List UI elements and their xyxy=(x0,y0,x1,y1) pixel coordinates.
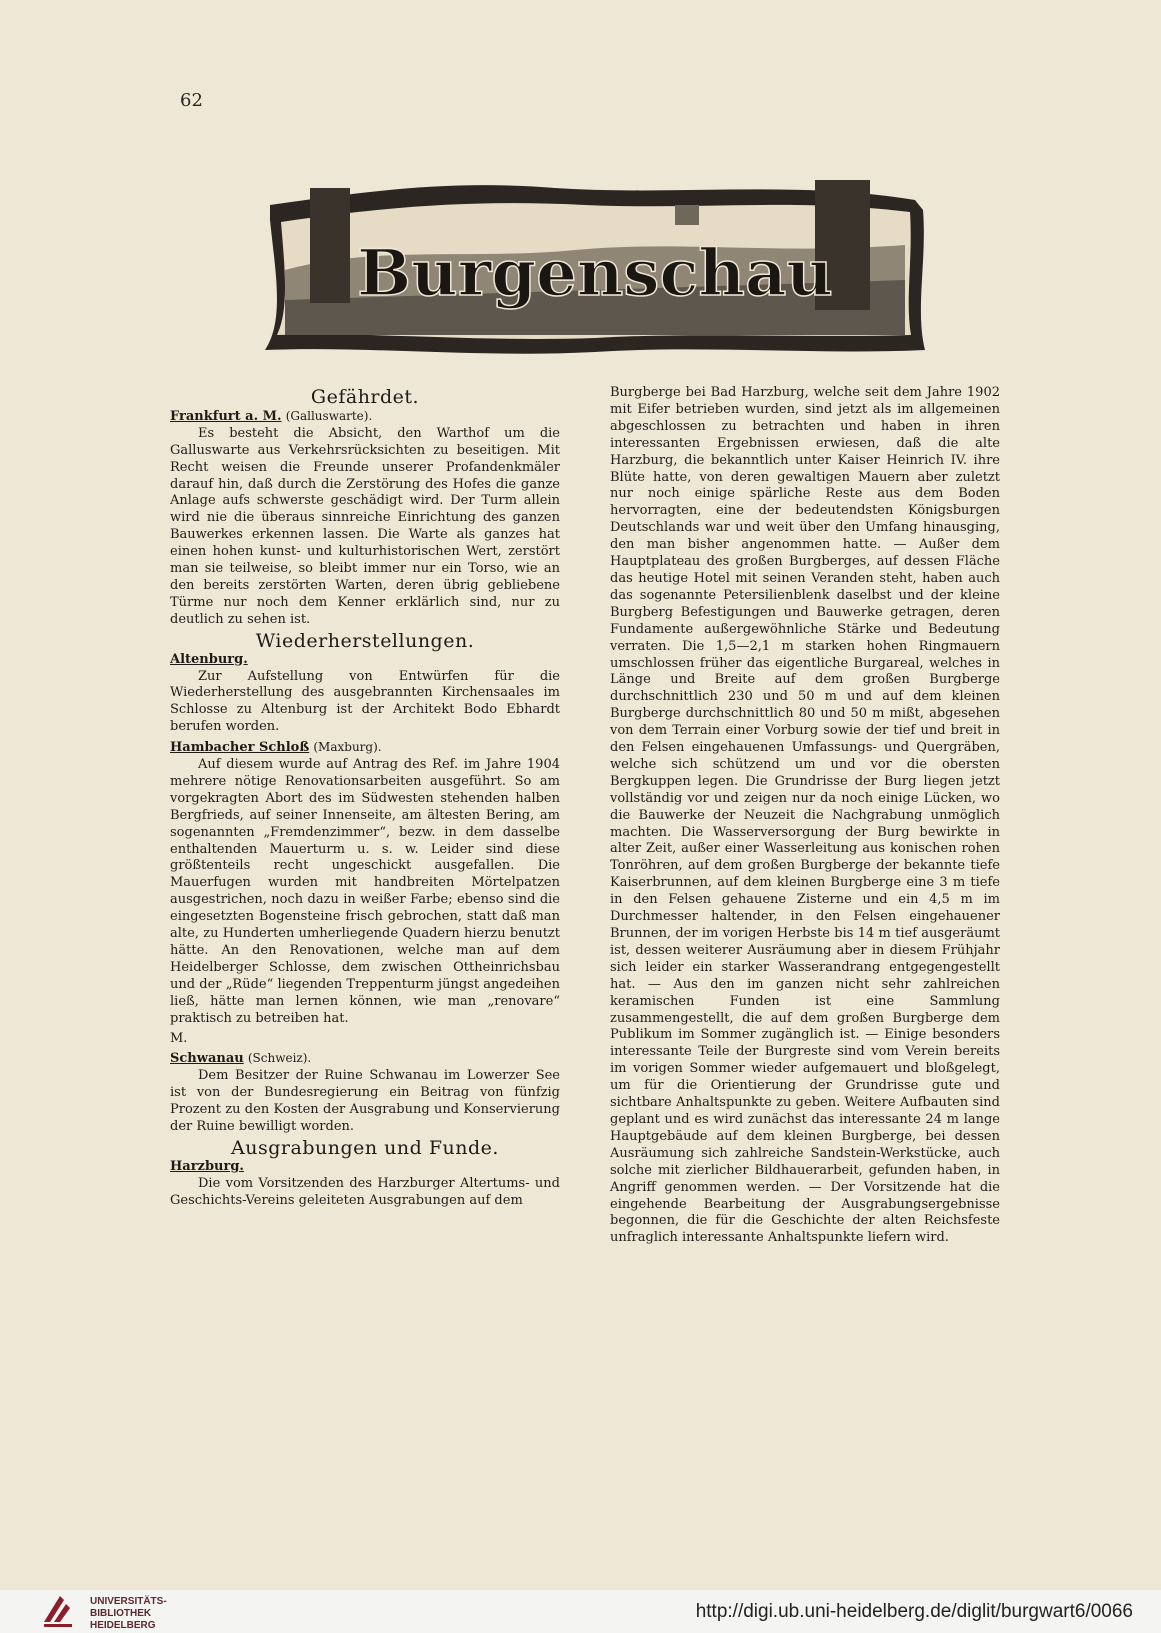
library-name-line: BIBLIOTHEK xyxy=(90,1608,152,1619)
place-note: (Maxburg). xyxy=(313,740,382,755)
burgenschau-banner xyxy=(255,150,935,360)
place-note: (Schweiz). xyxy=(247,1051,312,1066)
place-name: Frankfurt a. M. xyxy=(170,408,282,424)
banner-castle xyxy=(675,205,699,225)
paragraph: Auf diesem wurde auf Antrag des Ref. im Jahre 1904 mehrere nötige Renovationsarbeiten ausgeführt. So am vorgekragten Abort des im Südwesten stehenden halben Bergfrieds, auf seiner Innenseite, am ältesten Bering, am sogenannten „Fremdenzimmer“, bezw. in dem dasselbe enthaltenden Mauerturm u. s. w. Leider sind diese größtenteils recht ungeschickt ausgefallen. Die Mauerfugen wurden mit handbreiten Mörtelpatzen ausgestrichen, noch dazu in weißer Farbe; ebenso sind die eingesetzten Bogensteine frisch gebrochen, statt daß man alte, zu Hunderten umherliegende Quadern hierzu benutzt hätte. An den Renovationen, welche man auf dem Heidelberger Schlosse, dem zwischen Ottheinrichsbau und der „Rüde“ liegenden Treppenturm jüngst angedeihen ließ, hätte man lernen können, wie man „renovare“ praktisch zu betreiben hat. xyxy=(170,757,560,1026)
place-name: Hambacher Schloß xyxy=(170,740,310,756)
banner-left-tower xyxy=(310,188,350,303)
entry xyxy=(170,1159,560,1210)
section-heading: Gefährdet. xyxy=(310,386,420,408)
place-name: Harzburg. xyxy=(170,1158,244,1174)
library-name-line: HEIDELBERG xyxy=(90,1620,156,1631)
signature: M. xyxy=(170,1030,188,1046)
entry xyxy=(170,652,560,737)
library-logo-icon[interactable] xyxy=(40,1592,78,1630)
paragraph: Burgberge bei Bad Harzburg, welche seit dem Jahre 1902 mit Eifer betrieben wurden, sind jetzt als im allgemeinen abgeschlossen zu betrachten und haben in ihren interessanten Ergebnissen erwiesen, daß die alte Harzburg, die bekanntlich unter Kaiser Heinrich IV. ihre Blüte hatte, von deren gewaltigen Mauern aber zuletzt nur noch einige spärliche Reste aus dem Boden hervorragten, eine der bedeutendsten Königsburgen Deutschlands war und weit über den Umfang hinausging, den man bisher angenommen hatte. — Außer dem Hauptplateau des großen Burgberges, auf dessen Fläche das heutige Hotel mit seinen Veranden steht, haben auch das sogenannte Petersilienblenk daselbst und der kleine Burgberg Befestigungen und Bauwerke getragen, deren Fundamente außergewöhnliche Stärke und Bedeutung verraten. Die 1,5—2,1 m starken hohen Ringmauern umschlossen früher das eigentliche Burgareal, welches in Länge und Breite auf dem großen Burgberge durchschnittlich 230 und 50 m und auf dem kleinen Burgberge durchschnittlich 80 und 50 m mißt, abgesehen von dem Terrain einer Vorburg sowie der tief und breit in den Felsen eingehauenen Umfassungs- und Quergräben, welche sich schützend um und vor die obersten Bergkuppen legen. Die Grundrisse der Burg liegen jetzt vollständig vor und zeigen nur da noch einige Lücken, wo die Bauwerke der Neuzeit die Nachgrabung unmöglich machten. Die Wasserversorgung der Burg bewirkte in alter Zeit, außer einer Wasserleitung aus konischen rohen Tonröhren, auf dem großen Burgberge der bekannte tiefe Kaiserbrunnen, auf dem kleinen Burgberge eine 3 m tiefe in den Felsen gehauene Zisterne und ein 4,5 m im Durchmesser haltender, in den Felsen eingehauener Brunnen, der im vorigen Herbste bis 14 m tief ausgeräumt ist, dessen weiterer Ausräumung aber in diesem Frühjahr sich leider ein starker Wasserandrang entgegengestellt hat. — Aus den im ganzen nicht sehr zahlreichen keramischen Funden ist eine Sammlung zusammengestellt, die auf dem großen Burgberge dem Publikum im Sommer zugänglich ist. — Einige besonders interessante Teile der Burgreste sind vom Verein bereits im vorigen Sommer wieder aufgemauert und bloßgelegt, um für die Orientierung der Grundrisse gute und sichtbare Anhaltspunkte zu geben. Weitere Aufbauten sind geplant und es wird zunächst das interessante 24 m lange Hauptgebäude auf dem kleinen Burgberge, bei dessen Ausräumung sich zahlreiche Sandstein-Werkstücke, auch solche mit zierlicher Bildhauerarbeit, gefunden haben, in Angriff genommen werden. — Der Vorsitzende hat die eingehende Bearbeitung der Ausgrabungsergebnisse begonnen, die für die Geschichte der alten Reichsfeste unfraglich interessante Anhaltspunkte liefern wird. xyxy=(610,385,1000,1246)
place-name: Schwanau xyxy=(170,1051,244,1067)
paragraph: Die vom Vorsitzenden des Harzburger Altertums- und Geschichts-Vereins geleiteten Ausgrabungen auf dem xyxy=(170,1175,560,1208)
page-number: 62 xyxy=(180,90,203,111)
place-note: (Galluswarte). xyxy=(285,408,373,423)
library-name-line: UNIVERSITÄTS- xyxy=(90,1596,167,1607)
right-column xyxy=(610,385,1000,1250)
entry xyxy=(170,739,560,1047)
library-name xyxy=(90,1596,167,1632)
paragraph: Dem Besitzer der Ruine Schwanau im Lowerzer See ist von der Bundesregierung ein Beitrag von fünfzig Prozent zu den Kosten der Ausgrabung und Konservierung der Ruine bewilligt worden. xyxy=(170,1068,560,1135)
entry xyxy=(170,408,560,629)
banner-title: Burgenschau xyxy=(357,236,833,311)
place-name: Altenburg. xyxy=(170,651,248,667)
source-url-link[interactable]: http://digi.ub.uni-heidelberg.de/diglit/burgwart6/0066 xyxy=(695,1601,1133,1622)
entry xyxy=(170,1050,560,1136)
left-column xyxy=(170,385,560,1213)
paragraph: Zur Aufstellung von Entwürfen für die Wiederherstellung des ausgebrannten Kirchensaales im Schlosse zu Altenburg ist der Architekt Bodo Ebhardt berufen worden. xyxy=(170,668,560,735)
paragraph: Es besteht die Absicht, den Warthof um die Galluswarte aus Verkehrsrücksichten zu beseitigen. Mit Recht weisen die Freunde unserer Profandenkmäler darauf hin, daß durch die Zerstörung des Hofes die ganze Anlage aufs schwerste geschädigt wird. Der Turm allein wird nie die überaus sinnreiche Einrichtung des ganzen Bauwerkes erkennen lassen. Die Warte als ganzes hat einen hohen kunst- und kulturhistorischen Wert, zerstört man sie teilweise, so bleibt immer nur ein Torso, wie an den bereits zerstörten Warten, deren übrig gebliebene Türme nur noch dem Kenner erklärlich sind, nur zu deutlich zu sehen ist. xyxy=(170,425,560,627)
section-heading: Ausgrabungen und Funde. xyxy=(231,1136,499,1159)
section-heading: Wiederherstellungen. xyxy=(255,629,475,652)
